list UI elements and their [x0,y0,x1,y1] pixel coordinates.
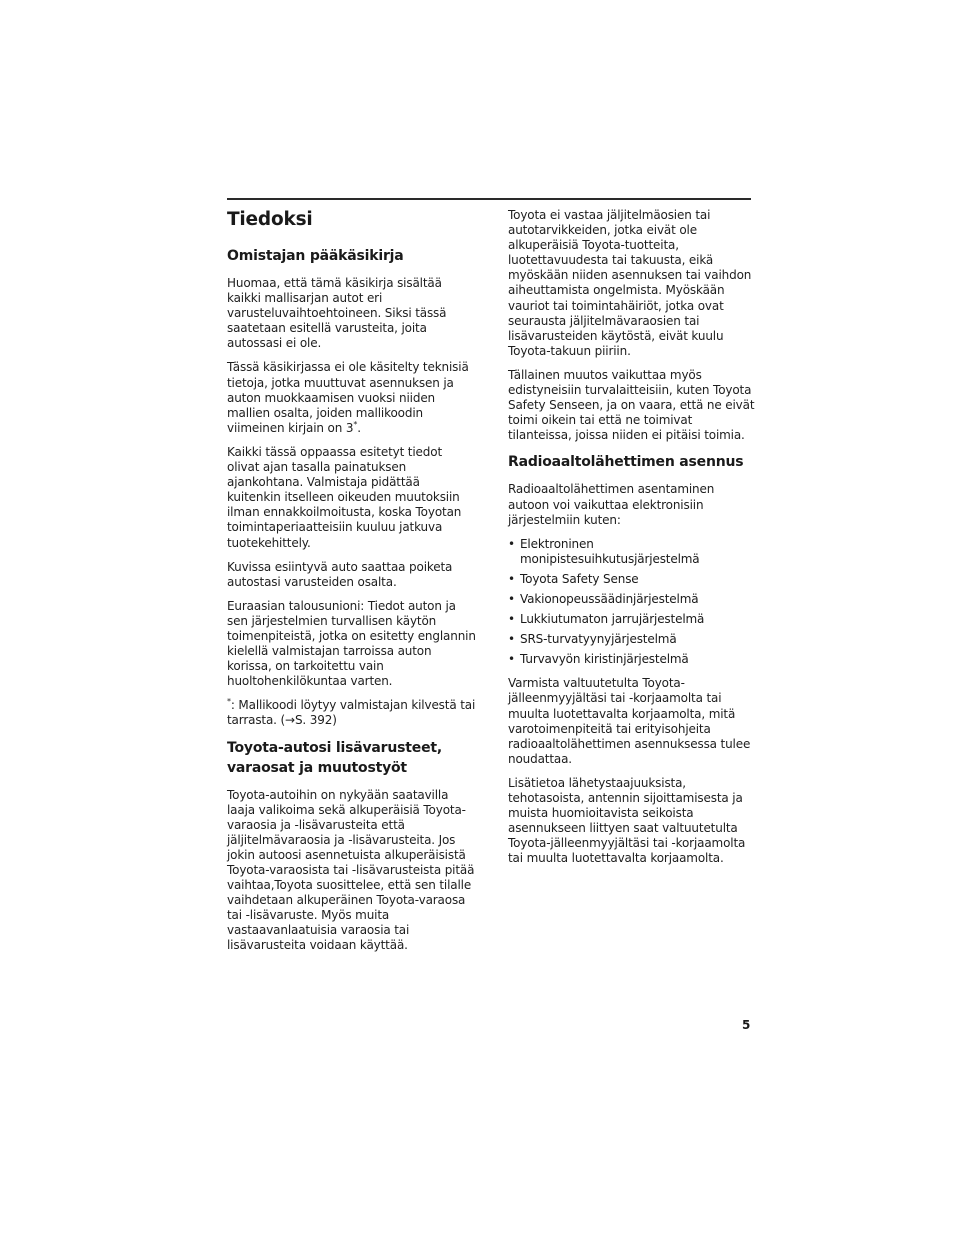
header-rule [227,198,751,200]
paragraph: Varmista valtuutetulta Toyota-jälleenmyyjältäsi tai -korjaamolta tai muulta luotettavalta korjaamolta, mitä varotoimenpiteitä tai erityisohjeita radioaaltolähettimen asennuksessa tulee noudattaa. [508,676,751,766]
section-title-owners-manual: Omistajan pääkäsikirja [227,248,404,264]
paragraph: Lisätietoa lähetystaajuuksista, tehotasoista, antennin sijoittamisesta ja muista huomioitavista seikoista asennukseen liittyen saat valtuutetulta Toyota-jälleenmyyjältäsi tai -korjaamolta tai muulta luotettavalta korjaamolta. [508,775,746,866]
page-title: Tiedoksi [227,209,313,230]
page-number: 5 [742,1018,751,1032]
paragraph: Tällainen muutos vaikuttaa myös edistyneisiin turvalaitteisiin, kuten Toyota Safety Senseen, ja on vaara, että ne eivät toimi oikein tai että ne toimivat tilanteissa, joissa niiden ei pitäisi toimia. [508,367,755,443]
paragraph: Toyota-autoihin on nykyään saatavilla laaja valikoima sekä alkuperäisiä Toyota-varaosia ja -lisävarusteita että jäljitelmävaraosia ja -lisävarusteita. Jos jokin autoosi asennetuista alkuperäisistä Toyota-varaosista tai -lisävarusteista pitää vaihtaa,Toyota suosittelee, että sen tilalle vaihdetaan alkuperäinen Toyota-varaosa tai -lisävaruste. Myös muita vastaavanlaatuisia varaosia tai lisävarusteita voidaan käyttää. [227,787,475,953]
list-item: • SRS-turvatyynyjärjestelmä [508,632,758,647]
paragraph: Toyota ei vastaa jäljitelmäosien tai autotarvikkeiden, jotka eivät ole alkuperäisiä Toyota-tuotteita, luotettavuudesta tai takuusta, eikä myöskään niiden asennuksen tai vaihdon aiheuttamista ongelmista. Myöskään vauriot tai toimintahäiriöt, jotka ovat seurausta jäljitelmävaraosien tai lisävarusteiden käytöstä, eivät kuulu Toyota-takuun piiriin. [508,208,752,358]
footnote [227,698,477,728]
footnote-mark: * [353,419,358,429]
paragraph: Kaikki tässä oppaassa esitetyt tiedot olivat ajan tasalla painatuksen ajankohtana. Valmistaja pidättää kuitenkin itselleen oikeuden muutoksiin ilman ennakkoilmoitusta, koska Toyotan toimintaperiaatteisiin kuuluu jatkuva tuotekehittely. [227,444,462,550]
footnote-mark: * [227,697,231,707]
list-item: • Turvavyön kiristinjärjestelmä [508,652,758,667]
paragraph-end: . [357,420,361,435]
list-item: • Vakionopeussäädinjärjestelmä [508,592,758,607]
paragraph: Radioaaltolähettimen asentaminen autoon voi vaikuttaa elektronisiin järjestelmiin kuten: [508,482,715,527]
right-column [508,208,758,875]
paragraph-model-code [227,360,477,435]
section-title-radio-transmitter: Radioaaltolähettimen asennus [508,454,744,471]
list-item: • Lukkiutumaton jarrujärjestelmä [508,612,758,627]
paragraph-text: Tässä käsikirjassa ei ole käsitelty teknisiä tietoja, jotka muuttuvat asennuksen ja auton muokkaamisen vuoksi niiden mallien osalta, joiden mallikoodin viimeinen kirjain on 3 [227,360,469,435]
paragraph: Euraasian talousunioni: Tiedot auton ja sen järjestelmien turvallisen käytön toimenpiteistä, jotka on esitetty englannin kielellä valmistajan tarroissa auton korissa, on tarkoitettu vain huoltohenkilökuntaa varten. [227,598,476,689]
section-title-accessories: Toyota-autosi lisävarusteet, varaosat ja muutostyöt [227,739,442,776]
list-item: • Toyota Safety Sense [508,572,758,587]
bullet-list [508,537,758,668]
list-item: • Elektroninen monipistesuihkutusjärjestelmä [508,537,758,567]
paragraph: Huomaa, että tämä käsikirja sisältää kaikki mallisarjan autot eri varusteluvaihtoehtoineen. Siksi tässä saatetaan esitellä varusteita, joita autossasi ei ole. [227,276,447,351]
footnote-text: : Mallikoodi löytyy valmistajan kilvestä tai tarrasta. (→S. 392) [227,698,476,728]
paragraph: Kuvissa esiintyvä auto saattaa poiketa autostasi varusteiden osalta. [227,559,453,589]
left-column [227,208,477,963]
